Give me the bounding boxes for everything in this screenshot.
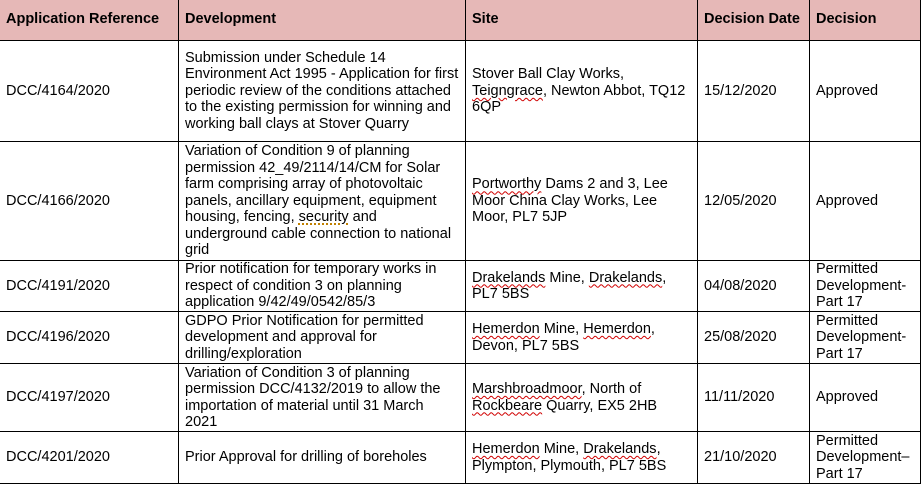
cell-decision: Approved [810,41,921,142]
table-row [0,432,921,484]
spelling-flagged-word: Hemerdon [472,441,540,457]
site-text: , Newton Abbot, TQ12 6QP [472,82,686,116]
cell-application-reference: DCC/4164/2020 [0,41,179,142]
header-application-reference: Application Reference [0,0,179,41]
table-header-row [0,0,921,41]
site-text: , Devon, PL7 5BS [472,321,655,354]
site-text: Stover Ball Clay Works, [472,66,625,83]
cell-decision-date: 21/10/2020 [698,432,810,484]
cell-decision-date: 12/05/2020 [698,142,810,261]
cell-application-reference: DCC/4196/2020 [0,312,179,364]
cell-decision: Permitted Development– Part 17 [810,432,921,484]
cell-decision-date: 15/12/2020 [698,41,810,142]
table-row [0,312,921,364]
header-site: Site [466,0,698,41]
site-text: Mine, [545,269,589,286]
spelling-flagged-word: Rockbeare [472,397,543,414]
site-text: Quarry, EX5 2HB [542,397,658,414]
spelling-flagged-word: Hemerdon [472,321,540,337]
cell-site [466,312,698,364]
development-text: and underground cable connection to national grid [185,209,452,259]
table-row [0,41,921,142]
table-row [0,261,921,312]
table-row [0,142,921,261]
cell-development: Variation of Condition 3 of planning permission DCC/4132/2019 to allow the importation of material until 31 March 2021 [179,364,466,432]
site-text: Mine, [539,321,584,337]
site-text: Mine, [539,441,584,457]
cell-application-reference: DCC/4197/2020 [0,364,179,432]
cell-site [466,261,698,312]
cell-decision: Permitted Development- Part 17 [810,312,921,364]
development-text: Variation of Condition 9 of planning permission 42_49/2114/14/CM for Solar farm comprising array of photovoltaic panels, ancillary equipment, equipment housing, fencing, [185,143,441,226]
cell-decision: Approved [810,364,921,432]
header-development: Development [179,0,466,41]
site-text: Dams 2 and 3, Lee Moor China Clay Works, Lee Moor, PL7 5JP [472,176,668,226]
cell-decision: Permitted Development- Part 17 [810,261,921,312]
cell-decision-date: 25/08/2020 [698,312,810,364]
spelling-flagged-word: Teigngrace [472,82,543,99]
cell-application-reference: DCC/4191/2020 [0,261,179,312]
spelling-flagged-word: Portworthy [472,176,542,193]
cell-decision: Approved [810,142,921,261]
cell-development: Submission under Schedule 14 Environment Act 1995 - Application for first periodic review of the conditions attached to the existing permission for winning and working ball clays at Stover Quarry [179,41,466,142]
cell-decision-date: 11/11/2020 [698,364,810,432]
cell-decision-date: 04/08/2020 [698,261,810,312]
site-text: , PL7 5BS [472,269,667,302]
site-text: , North of [581,381,642,397]
cell-development: GDPO Prior Notification for permitted development and approval for drilling/exploration [179,312,466,364]
table-row [0,364,921,432]
spelling-flagged-word: Drakelands [583,441,657,457]
cell-development: Prior Approval for drilling of boreholes [179,432,466,484]
cell-site [466,41,698,142]
spelling-flagged-word: Marshbroadmoor [472,381,582,397]
site-text: , Plympton, Plymouth, PL7 5BS [472,441,667,474]
cell-site [466,142,698,261]
header-decision: Decision [810,0,921,41]
cell-application-reference: DCC/4201/2020 [0,432,179,484]
cell-site [466,364,698,432]
spelling-flagged-word: Hemerdon [583,321,651,337]
cell-development [179,142,466,261]
cell-development: Prior notification for temporary works in respect of condition 3 on planning application 9/42/49/0542/85/3 [179,261,466,312]
spelling-flagged-word: Drakelands [472,269,546,286]
cell-application-reference: DCC/4166/2020 [0,142,179,261]
header-decision-date: Decision Date [698,0,810,41]
cell-site [466,432,698,484]
grammar-flagged-word: security [298,209,349,226]
spelling-flagged-word: Drakelands [588,269,663,286]
